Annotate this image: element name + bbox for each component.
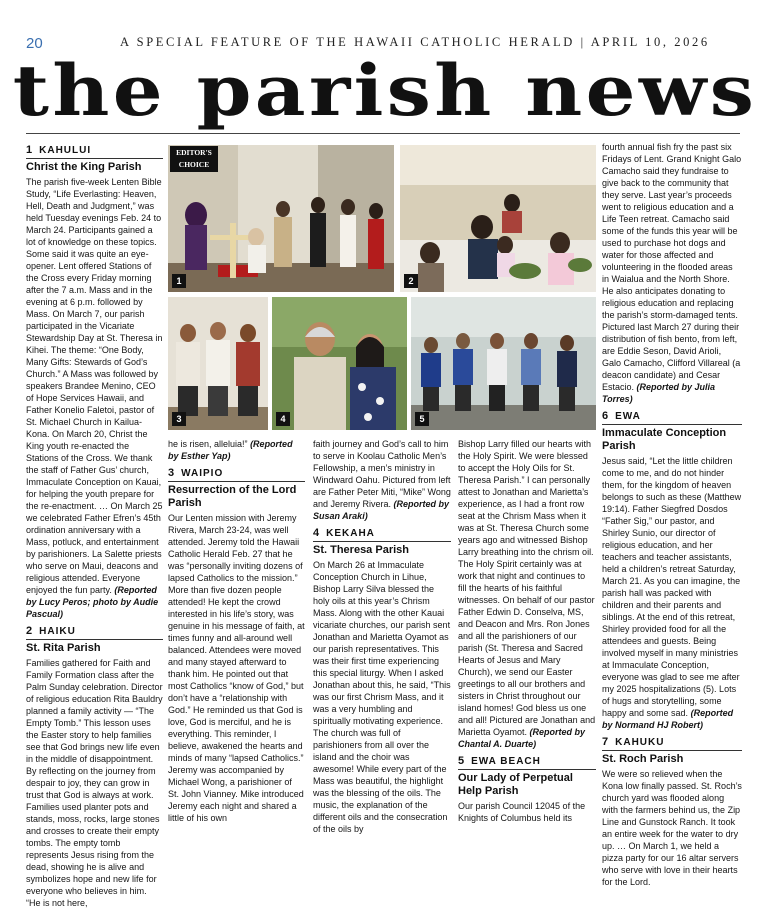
masthead-rule [26, 133, 740, 134]
section-3-body: Our Lenten mission with Jeremy Rivera, March 23-24, was well attended. Jeremy told the Hawaii Catholic Herald Feb. 27 that he was “personally inviting dozens of lapsed Catholics to the mission.” More than five dozen people attended! He kept the crowd interested in his life’s story, was genuine in his message of faith, at times funny and all-around well balanced. Attendees were moved and many stayed afterward to thank him. He pointed out that most Catholics “know of God,” but don’t have a “relationship with God.” He reminded us that God is love, God is merciful, and he is everything. This reminder, I believe, awakened the hearts and minds of many “lapsed Catholics.” Jeremy was accompanied by Michael Wong, a parishioner of St. John Vianney. Mike introduced Jeremy each night and shared a little of his own [168, 513, 305, 823]
photo-5 [411, 297, 596, 430]
section-6-number: 6 [602, 410, 610, 422]
section-7-number: 7 [602, 736, 610, 748]
section-5-number: 5 [458, 755, 466, 767]
section-6-body: Jesus said, “Let the little children come to me, and do not hinder them, for the kingdom of heaven belongs to such as these (Matthew 19:14). Father Siegfred Dosdos “Father Sig,” our pastor, and Shirley Sunio, our director of religious education, and her teachers and teacher assistants, held a children’s retreat Saturday, March 21. As you can imagine, the parish hall was packed with children and their parents and siblings. At the end of this retreat, Shirley provided food for all the attendees and guests. Being involved myself in many ministries at Immaculate Conception, everyone was glad to see me after my 2025 hospitalizations (5). Lots of hugs and storytelling, some happy and some sad. (Reported by Normand HJ Robert) [602, 456, 742, 730]
section-2-credit: (Reported by Esther Yap) [168, 439, 293, 461]
section-1-body: The parish five-week Lenten Bible Study, “Life Everlasting: Heaven, Hell, Death and Judgment,” was held Tuesday evenings Feb. 24 to March 24. Participants gained a lot of knowledge on these topics. Some said it was quite an eye-opener. Lent offered Stations of the Cross every Friday morning after the 7 a.m. Mass and in the evening at 6 p.m. followed by Mass. On March 7, our parish participated in the Vicariate Stewardship Day at St. Theresa in Kihei. The theme: “One Body, Many Gifts: Stewards of God’s Church.” A Mass was followed by speakers Brandee Menino, CEO of Hope Services Hawaii, and Father Konelio Faletoi, pastor of St. Michael Church in Kailua-Kona. On March 20, Christ the King youth re-enacted the Stations of the Cross. We thank the staff of Father Gus’ church, Immaculate Conception on Kauai, for helping the youth prepare for the re-enactment. … On March 25 we celebrated Father Efren’s 45th ordination anniversary with a Mass, potluck, and entertainment by parishioners. La Salette priests who serve on Maui, deacons and religious attended. Everyone enjoyed the fun party. (Reported by Lucy Peros; photo by Audie Pascual) [26, 177, 163, 619]
section-3-number: 3 [168, 467, 176, 479]
section-6-title: Immaculate Conception Parish [602, 427, 727, 452]
photo-5-number: 5 [415, 412, 429, 426]
section-1-title: Christ the King Parish [26, 161, 142, 173]
section-3-continuation: faith journey and God’s call to him to serve in Koolau Catholic Men’s Fellowship, a men’s ministry in Windward Oahu. Pictured from left are Father Peter Miti, “Mike” Wong and Jeremy Rivera. (Reported by Susan Araki) [313, 439, 451, 521]
section-7-header [602, 736, 742, 751]
photo-2-number: 2 [404, 274, 418, 288]
photo-2 [400, 145, 596, 292]
section-5-header [458, 755, 596, 770]
section-4-location: KEKAHA [326, 528, 375, 539]
section-4-title: St. Theresa Parish [313, 544, 409, 556]
section-3-header [168, 467, 305, 482]
section-3-location: WAIPIO [181, 468, 224, 479]
page-number: 20 [26, 35, 43, 52]
section-7-title: St. Roch Parish [602, 753, 684, 765]
section-4-credit: (Reported by Chantal A. Duarte) [458, 727, 586, 749]
section-5-continuation: fourth annual fish fry the past six Fridays of Lent. Grand Knight Galo Camacho said they fundraise to give back to the community that they serve. Last year’s proceeds went to religious education and a Life Teen retreat. Camacho said some of the funds this year will be used to purchase hot dogs and water for those affected and volunteering in the flooded areas in Waialua and the North Shore. He also anticipates donating to religious education and replacing the parish’s storm-damaged tents. Pictured last March 27 during their distribution of fish bento, from left, are Eddie Seson, David Arioli, Galo Camacho, Clifford Villareal (a deacon candidate) and Cesar Estacio. (Reported by Julia Torres) [602, 142, 742, 404]
photo-4-image [272, 297, 407, 430]
photo-1-number: 1 [172, 274, 186, 288]
section-4-header [313, 527, 451, 542]
section-1-location: KAHULUI [39, 145, 92, 156]
column-5 [602, 141, 742, 887]
section-5-location: EWA BEACH [471, 756, 541, 767]
section-7-body: We were so relieved when the Kona low finally passed. St. Roch’s church yard was flooded along with the farmers behind us, the Zip Line and Gunstock Ranch. It took an entire week for the water to dry up. … On March 1, we held a pizza party for our 16 altar servers who serve with love in their hearts for the Lord. [602, 769, 742, 887]
section-4-number: 4 [313, 527, 321, 539]
photo-4 [272, 297, 407, 430]
section-1-number: 1 [26, 144, 34, 156]
section-2-location: HAIKU [39, 626, 76, 637]
masthead-title: the parish news [12, 49, 758, 132]
section-6-header [602, 410, 742, 425]
photo-3-number: 3 [172, 412, 186, 426]
column-4 [458, 438, 596, 823]
section-4-continuation: Bishop Larry filled our hearts with the Holy Spirit. We were blessed to accept the Holy Oils for St. Theresa Parish.” I can personally attest to Jonathan and Marietta’s experience, as I had a front row seat at the Chrism Mass when it was at St. Theresa Church some years ago and witnessed Bishop Larry breathing into the chrism oil. The Holy Spirit certainly was at work that night and continues to fill the hearts of his faithful witnesses. On behalf of our pastor Father Edwin D. Conselva, MS, and Deacon and Mrs. Ron Jones and all the parishioners of our parish (St. Theresa and Sacred Hearts of Jesus and Mary Church), we send our Easter greetings to all our brothers and sisters in Christ throughout our island homes! God bless us one and all! Pictured are Jonathan and Marietta Oyamot. (Reported by Chantal A. Duarte) [458, 439, 596, 749]
section-2-title: St. Rita Parish [26, 642, 101, 654]
section-5-body: Our parish Council 12045 of the Knights of Columbus held its [458, 801, 586, 823]
section-6-location: EWA [615, 411, 641, 422]
section-1-header [26, 144, 163, 159]
section-5-title: Our Lady of Perpetual Help Parish [458, 772, 573, 797]
section-5-credit: (Reported by Julia Torres) [602, 382, 716, 404]
column-2 [168, 438, 305, 823]
section-2-number: 2 [26, 625, 34, 637]
editors-choice-badge [170, 146, 218, 172]
section-7-location: KAHUKU [615, 737, 665, 748]
photo-3 [168, 297, 268, 430]
column-1 [26, 141, 163, 908]
photo-4-number: 4 [276, 412, 290, 426]
section-6-credit: (Reported by Normand HJ Robert) [602, 708, 734, 730]
section-2-body: Families gathered for Faith and Family Formation class after the Palm Sunday celebration. Director of religious education Rita Bauldry planned a family activity — “The Empty Tomb.” This lesson uses the Easter story to help families see that God brings new life even in the middle of disappointment. By reflecting on the journey from despair to joy, they can grow in trust that God is always at work. Families used planter pots and stands, moss, rocks, large stones and crosses to create their empty tombs. The empty tomb represents Jesus rising from the dead, showing he is alive and symbolizes hope and new life for everyone who believes in him. “He is not here, [26, 658, 163, 908]
column-3 [313, 438, 451, 834]
editors-choice-line2: CHOICE [178, 160, 210, 169]
editors-choice-line1: EDITOR'S [176, 148, 212, 157]
section-2-header [26, 625, 163, 640]
section-3-title: Resurrection of the Lord Parish [168, 484, 297, 509]
section-4-body: On March 26 at Immaculate Conception Church in Lihue, Bishop Larry Silva blessed the holy oils at this year’s Chrism Mass. Along with the other Kauai vicariate churches, our parish sent Jonathan and Marietta Oyamot as our parish representatives. This was their first time experiencing this special liturgy. When I asked Jonathan about this, he said, “This was our first Chrism Mass, and it was a very humbling and spiritually motivating experience. The church was full of parishioners from all over the island and the choir was awesome! While every part of the Mass was beautiful, the highlight was the blessing of the oils. The music, the explanation of the different oils and the consecration of the oils by [313, 560, 451, 834]
section-2-continuation: he is risen, alleluia!” (Reported by Esther Yap) [168, 439, 293, 461]
feature-tagline: A SPECIAL FEATURE OF THE HAWAII CATHOLIC HERALD | APRIL 10, 2026 [120, 35, 710, 49]
photo-3-image [168, 297, 268, 430]
photo-5-image [411, 297, 596, 430]
section-3-credit: (Reported by Susan Araki) [313, 499, 450, 521]
photo-2-image [400, 145, 596, 292]
section-1-credit: (Reported by Lucy Peros; photo by Audie Pascual) [26, 585, 159, 619]
